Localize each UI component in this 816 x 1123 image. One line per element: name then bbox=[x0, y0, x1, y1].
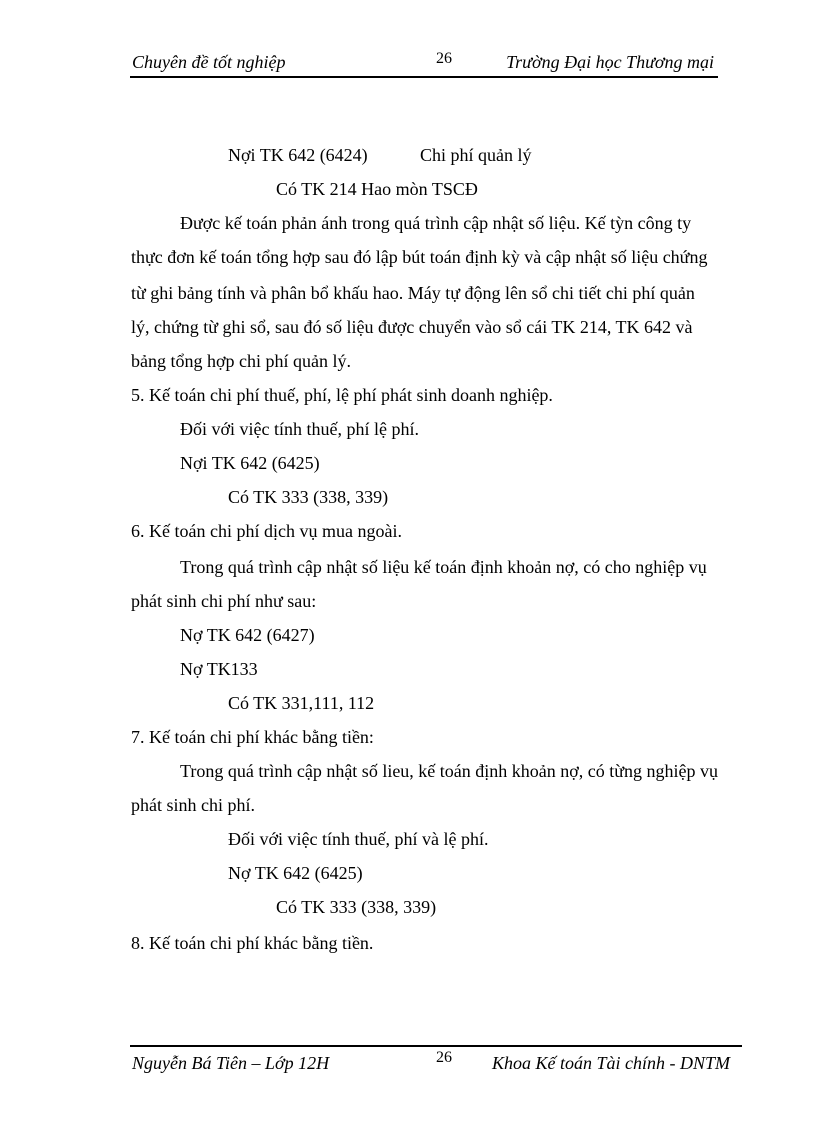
entry-line: Có TK 333 (338, 339) bbox=[276, 897, 437, 917]
entry-line: Có TK 331,111, 112 bbox=[228, 693, 375, 713]
entry-line: Có TK 333 (338, 339) bbox=[228, 487, 389, 507]
paragraph-line: Trong quá trình cập nhật số liệu kế toán định khoản nợ, có cho nghiệp vụ bbox=[180, 557, 707, 577]
paragraph-line: từ ghi bảng tính và phân bổ khấu hao. Máy tự động lên sổ chi tiết chi phí quản bbox=[131, 283, 695, 303]
paragraph-line: bảng tổng hợp chi phí quản lý. bbox=[131, 351, 351, 371]
entry-line: Nợi TK 642 (6425) bbox=[180, 453, 320, 473]
page-footer bbox=[130, 1045, 742, 1077]
entry-line: Có TK 214 Hao mòn TSCĐ bbox=[276, 179, 478, 199]
header-page-number: 26 bbox=[436, 50, 452, 67]
entry-line: Chi phí quản lý bbox=[420, 145, 532, 165]
page-header bbox=[130, 50, 718, 78]
footer-page-number: 26 bbox=[436, 1049, 452, 1066]
entry-line: Nợi TK 642 (6424) bbox=[228, 145, 368, 165]
footer-faculty: Khoa Kế toán Tài chính - DNTM bbox=[491, 1053, 730, 1073]
entry-line: Nợ TK 642 (6427) bbox=[180, 625, 315, 645]
paragraph-line: phát sinh chi phí như sau: bbox=[131, 591, 317, 611]
paragraph-line: thực đơn kế toán tổng hợp sau đó lập bút toán định kỳ và cập nhật số liệu chứng bbox=[131, 247, 708, 267]
entry-line: Nợ TK 642 (6425) bbox=[228, 863, 363, 883]
footer-author: Nguyễn Bá Tiên – Lớp 12H bbox=[132, 1053, 330, 1073]
entry-line: Nợ TK133 bbox=[180, 659, 258, 679]
header-school: Trường Đại học Thương mại bbox=[506, 52, 714, 72]
section-heading: 8. Kế toán chi phí khác bằng tiền. bbox=[131, 933, 374, 953]
paragraph-line: Được kế toán phản ánh trong quá trình cập nhật số liệu. Kế tỳn công ty bbox=[180, 213, 692, 233]
paragraph-line: Đối với việc tính thuế, phí và lệ phí. bbox=[228, 829, 489, 849]
section-heading: 6. Kế toán chi phí dịch vụ mua ngoài. bbox=[131, 521, 402, 541]
paragraph-line: Trong quá trình cập nhật số lieu, kế toán định khoản nợ, có từng nghiệp vụ bbox=[180, 761, 719, 781]
header-title: Chuyên đề tốt nghiệp bbox=[132, 52, 286, 72]
section-heading: 7. Kế toán chi phí khác bằng tiền: bbox=[131, 727, 374, 747]
paragraph-line: Đối với việc tính thuế, phí lệ phí. bbox=[180, 419, 419, 439]
paragraph-line: phát sinh chi phí. bbox=[131, 795, 255, 815]
paragraph-line: lý, chứng từ ghi sổ, sau đó số liệu được chuyển vào sổ cái TK 214, TK 642 và bbox=[131, 317, 693, 337]
section-heading: 5. Kế toán chi phí thuế, phí, lệ phí phát sinh doanh nghiệp. bbox=[131, 385, 553, 405]
